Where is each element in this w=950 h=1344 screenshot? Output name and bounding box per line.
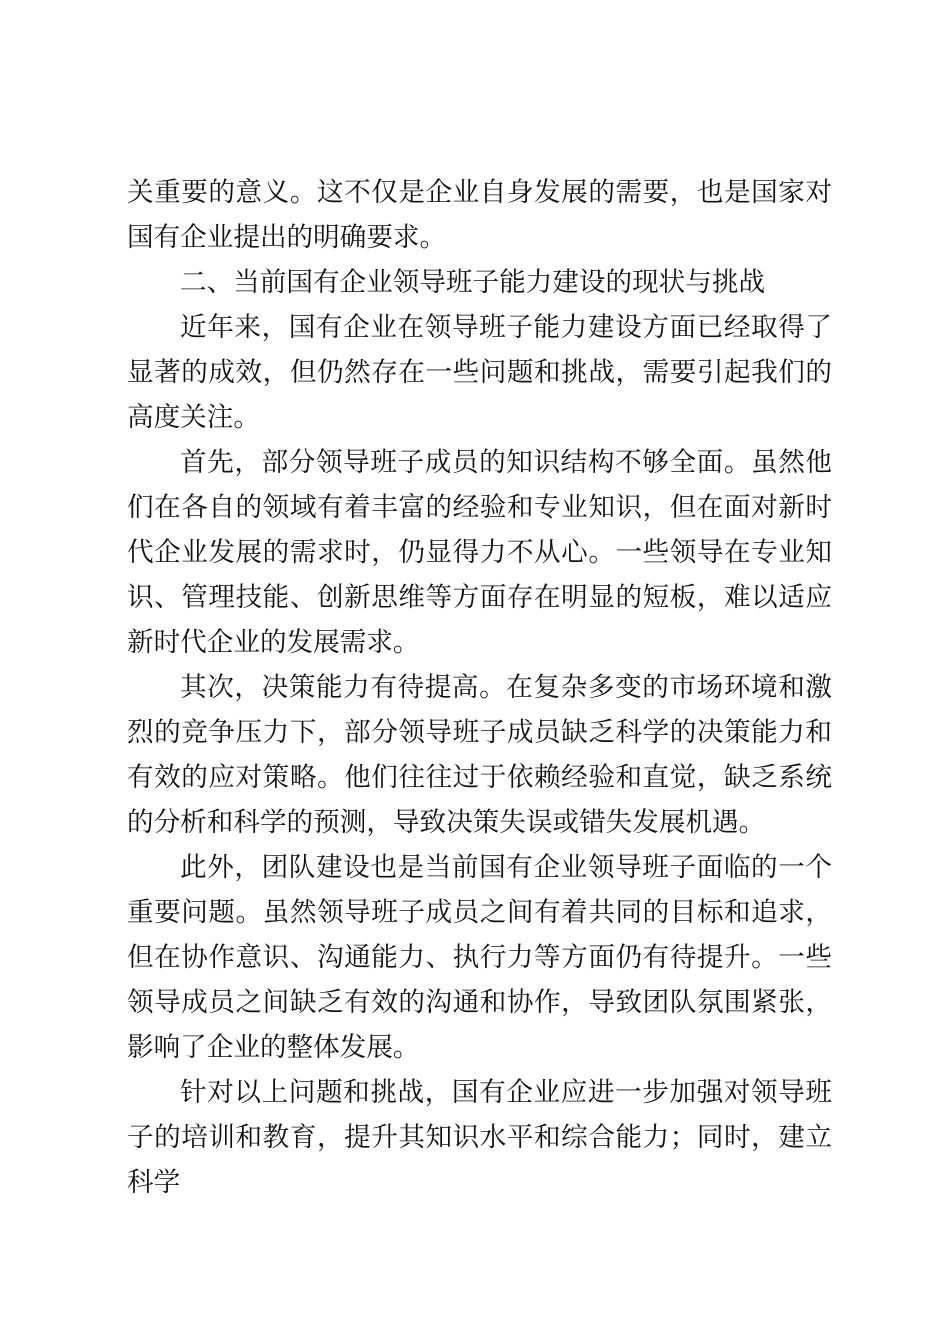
paragraph-knowledge: 首先，部分领导班子成员的知识结构不够全面。虽然他们在各自的领域有着丰富的经验和专业知识，但在面对新时代企业发展的需求时，仍显得力不从心。一些领导在专业知识、管理技能、创新思维等方面存在明显的短板，难以适应新时代企业的发展需求。	[127, 447, 832, 658]
paragraph-decision: 其次，决策能力有待提高。在复杂多变的市场环境和激烈的竞争压力下，部分领导班子成员缺乏科学的决策能力和有效的应对策略。他们往往过于依赖经验和直觉，缺乏系统的分析和科学的预测，导致决策失误或错失发展机遇。	[127, 672, 832, 838]
paragraph-team: 此外，团队建设也是当前国有企业领导班子面临的一个重要问题。虽然领导班子成员之间有着共同的目标和追求，但在协作意识、沟通能力、执行力等方面仍有待提升。一些领导成员之间缺乏有效的沟通和协作，导致团队氛围紧张，影响了企业的整体发展。	[127, 852, 832, 1063]
paragraph-intro: 近年来，国有企业在领导班子能力建设方面已经取得了显著的成效，但仍然存在一些问题和挑战，需要引起我们的高度关注。	[127, 312, 832, 433]
paragraph-measures: 针对以上问题和挑战，国有企业应进一步加强对领导班子的培训和教育，提升其知识水平和综合能力；同时，建立科学	[127, 1077, 832, 1198]
section-heading: 二、当前国有企业领导班子能力建设的现状与挑战	[180, 267, 766, 298]
document-body	[127, 170, 832, 1205]
paragraph-continuation: 关重要的意义。这不仅是企业自身发展的需要，也是国家对国有企业提出的明确要求。	[127, 177, 832, 253]
